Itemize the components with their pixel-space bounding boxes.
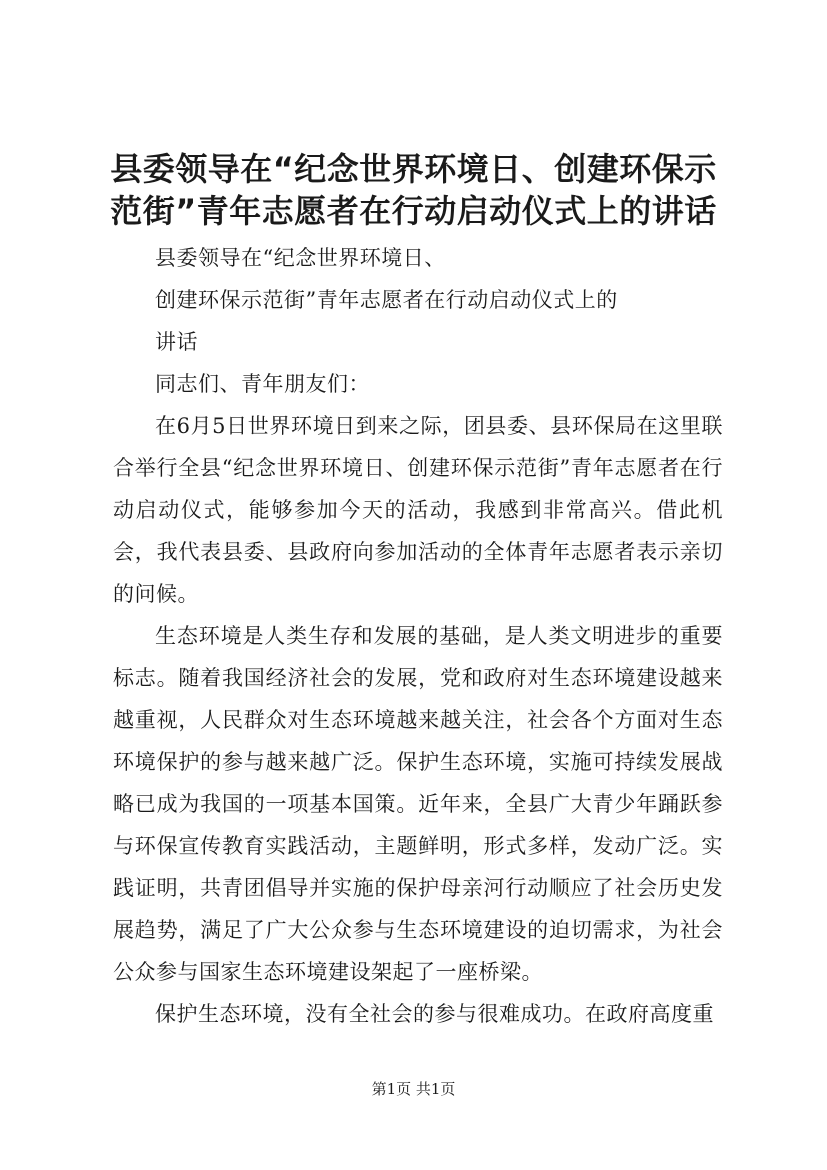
document-body — [113, 237, 723, 1035]
paragraph-1: 在6月5日世界环境日到来之际，团县委、县环保局在这里联合举行全县“纪念世界环境日、创建环保示范街”青年志愿者在行动启动仪式，能够参加今天的活动，我感到非常高兴。借此机会，我代表县委、县政府向参加活动的全体青年志愿者表示亲切的问候。 — [113, 414, 723, 606]
paragraph-3: 保护生态环境，没有全社会的参与很难成功。在政府高度重 — [155, 1002, 714, 1026]
subtitle-line-3: 讲话 — [155, 330, 198, 354]
salutation: 同志们、青年朋友们： — [155, 372, 370, 396]
subtitle-line-1: 县委领导在“纪念世界环境日、 — [155, 246, 446, 270]
subtitle-line-2: 创建环保示范街”青年志愿者在行动启动仪式上的 — [155, 288, 618, 312]
document-title: 县委领导在“纪念世界环境日、创建环保示范街”青年志愿者在行动启动仪式上的讲话 — [110, 150, 717, 230]
page-number-footer: 第1页 共1页 — [371, 1080, 456, 1098]
paragraph-2: 生态环境是人类生存和发展的基础，是人类文明进步的重要标志。随着我国经济社会的发展，党和政府对生态环境建设越来越重视，人民群众对生态环境越来越关注，社会各个方面对生态环境保护的参与越来越广泛。保护生态环境，实施可持续发展战略已成为我国的一项基本国策。近年来，全县广大青少年踊跃参与环保宣传教育实践活动，主题鲜明，形式多样，发动广泛。实践证明，共青团倡导并实施的保护母亲河行动顺应了社会历史发展趋势，满足了广大公众参与生态环境建设的迫切需求，为社会公众参与国家生态环境建设架起了一座桥梁。 — [113, 624, 723, 984]
